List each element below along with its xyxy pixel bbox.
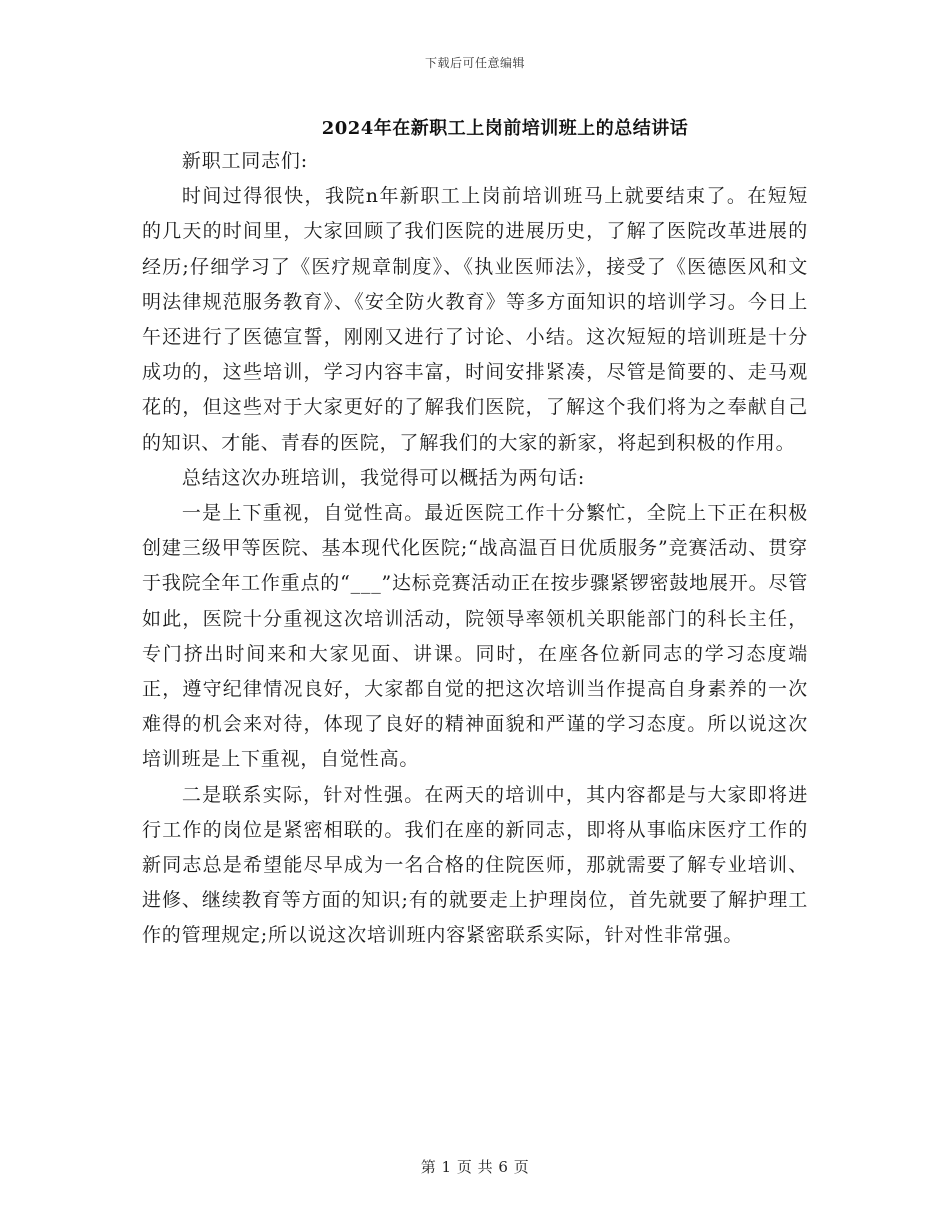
salutation: 新职工同志们: [181, 150, 308, 172]
paragraph-intro: 时间过得很快，我院n年新职工上岗前培训班马上就要结束了。在短短的几天的时间里，大家回顾了我们医院的进展历史，了解了医院改革进展的经历;仔细学习了《医疗规章制度》、《执业医师法》，接受了《医德医风和文明法律规范服务教育》、《安全防火教育》等多方面知识的培训学习。今日上午还进行了医德宣誓，刚刚又进行了讨论、小结。这次短短的培训班是十分成功的，这些培训，学习内容丰富，时间安排紧凑，尽管是简要的、走马观花的，但这些对于大家更好的了解我们医院，了解这个我们将为之奉献自己的知识、才能、青春的医院，了解我们的大家的新家，将起到积极的作用。 [142, 185, 808, 454]
document-body [142, 144, 808, 954]
document-title: 2024年在新职工上岗前培训班上的总结讲话 [321, 118, 689, 139]
page-header-note: 下载后可任意编辑 [424, 56, 525, 70]
paragraph-summary-lead: 总结这次办班培训，我觉得可以概括为两句话: [181, 466, 586, 489]
paragraph-point-one: 一是上下重视，自觉性高。最近医院工作十分繁忙，全院上下正在积极创建三级甲等医院、基本现代化医院;“战高温百日优质服务”竞赛活动、贯穿于我院全年工作重点的“___”达标竞赛活动正在按步骤紧锣密鼓地展开。尽管如此，医院十分重视这次培训活动，院领导率领机关职能部门的科长主任，专门挤出时间来和大家见面、讲课。同时，在座各位新同志的学习态度端正，遵守纪律情况良好，大家都自觉的把这次培训当作提高自身素养的一次难得的机会来对待，体现了良好的精神面貌和严谨的学习态度。所以说这次培训班是上下重视，自觉性高。 [142, 502, 808, 771]
paragraph-point-two: 二是联系实际，针对性强。在两天的培训中，其内容都是与大家即将进行工作的岗位是紧密相联的。我们在座的新同志，即将从事临床医疗工作的新同志总是希望能尽早成为一名合格的住院医师，那就需要了解专业培训、进修、继续教育等方面的知识;有的就要走上护理岗位，首先就要了解护理工作的管理规定;所以说这次培训班内容紧密联系实际，针对性非常强。 [142, 783, 808, 947]
page-number: 第 1 页 共 6 页 [420, 1158, 530, 1176]
